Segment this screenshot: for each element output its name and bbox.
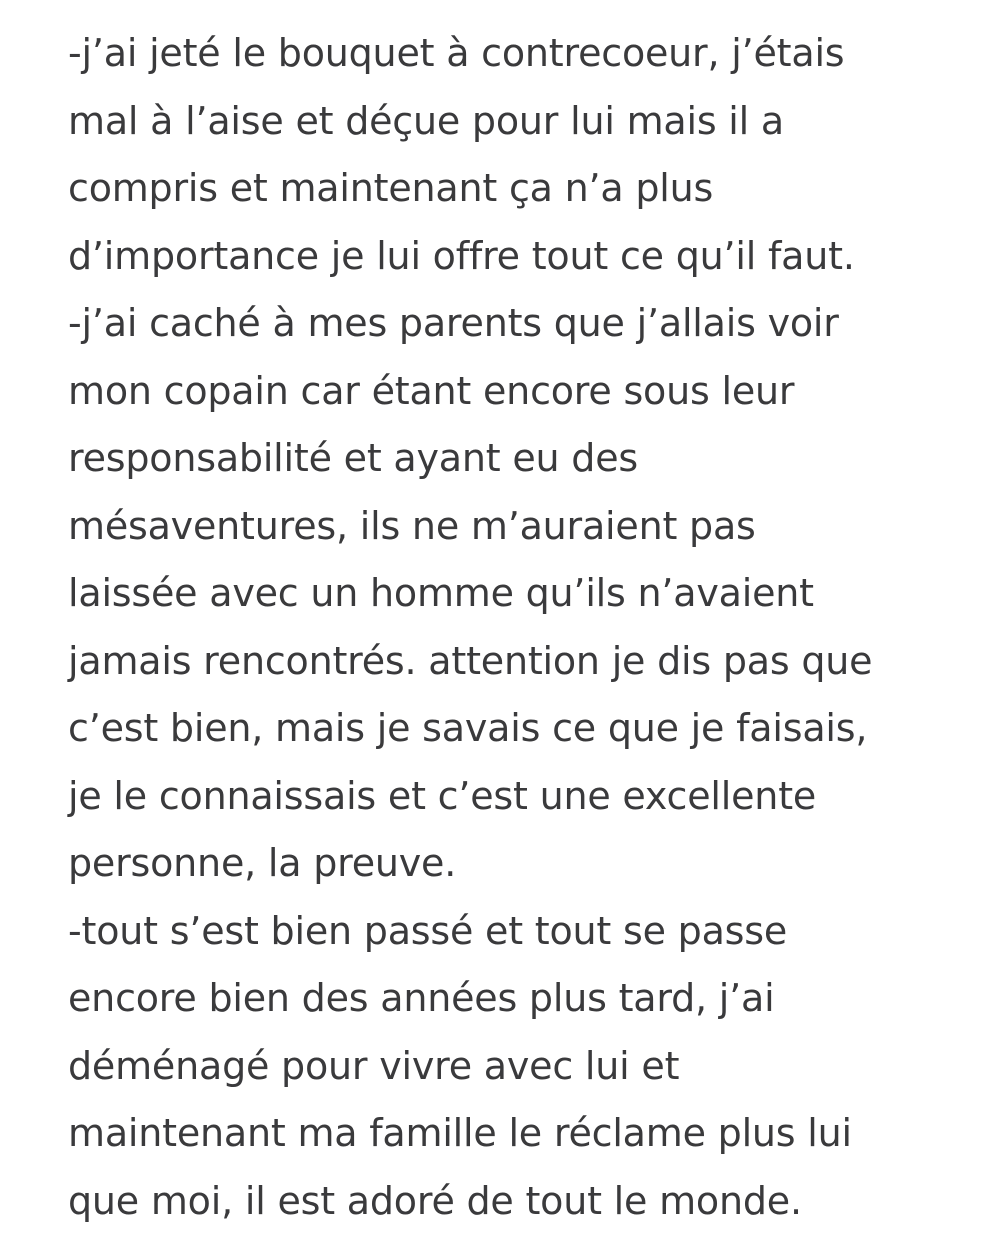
note-line: mésaventures, ils ne m’auraient pas <box>68 493 968 561</box>
note-line: -j’ai jeté le bouquet à contrecoeur, j’étais <box>68 20 968 88</box>
note-line: laissée avec un homme qu’ils n’avaient <box>68 560 968 628</box>
note-line: je le connaissais et c’est une excellente <box>68 763 968 831</box>
note-line: encore bien des années plus tard, j’ai <box>68 965 968 1033</box>
note-line: jamais rencontrés. attention je dis pas que <box>68 628 968 696</box>
note-line: mal à l’aise et déçue pour lui mais il a <box>68 88 968 156</box>
note-line: maintenant ma famille le réclame plus lui <box>68 1100 968 1168</box>
note-line: -tout s’est bien passé et tout se passe <box>68 898 968 966</box>
note-line: que moi, il est adoré de tout le monde. <box>68 1168 968 1235</box>
note-line: -j’ai caché à mes parents que j’allais voir <box>68 290 968 358</box>
note-line: d’importance je lui offre tout ce qu’il faut. <box>68 223 968 291</box>
note-line: mon copain car étant encore sous leur <box>68 358 968 426</box>
note-line: c’est bien, mais je savais ce que je faisais, <box>68 695 968 763</box>
note-body <box>68 20 968 1235</box>
note-line: compris et maintenant ça n’a plus <box>68 155 968 223</box>
note-line: responsabilité et ayant eu des <box>68 425 968 493</box>
note-line: déménagé pour vivre avec lui et <box>68 1033 968 1101</box>
note-line: personne, la preuve. <box>68 830 968 898</box>
